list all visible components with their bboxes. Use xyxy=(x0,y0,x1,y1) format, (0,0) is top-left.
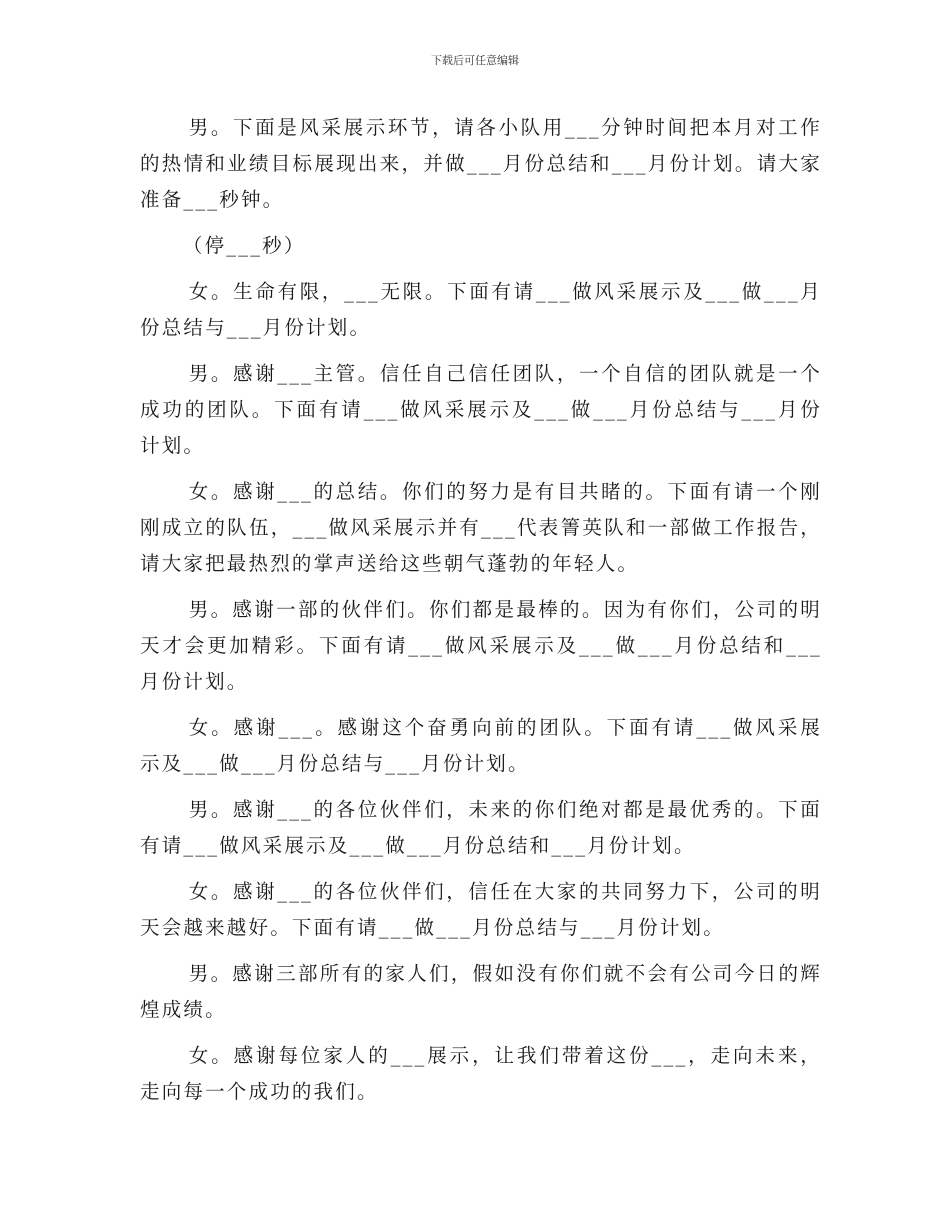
paragraph-7: 女。感谢___。感谢这个奋勇向前的团队。下面有请___做风采展示及___做___月份总结与___月份计划。 xyxy=(140,716,822,775)
paragraph-3: 女。生命有限，___无限。下面有请___做风采展示及___做___月份总结与___月份计划。 xyxy=(140,280,822,339)
paragraph-4: 男。感谢___主管。信任自己信任团队，一个自信的团队就是一个成功的团队。下面有请___做风采展示及___做___月份总结与___月份计划。 xyxy=(140,362,822,457)
paragraph-10: 男。感谢三部所有的家人们，假如没有你们就不会有公司今日的辉煌成绩。 xyxy=(140,962,822,1021)
page-header-note: 下载后可任意编辑 xyxy=(431,54,519,67)
document-body xyxy=(140,110,822,1120)
paragraph-9: 女。感谢___的各位伙伴们，信任在大家的共同努力下，公司的明天会越来越好。下面有请___做___月份总结与___月份计划。 xyxy=(140,880,822,939)
paragraph-pause: （停___秒） xyxy=(182,234,306,257)
paragraph-11: 女。感谢每位家人的___展示，让我们带着这份___，走向未来，走向每一个成功的我们。 xyxy=(140,1044,822,1103)
paragraph-1: 男。下面是风采展示环节，请各小队用___分钟时间把本月对工作的热情和业绩目标展现出来，并做___月份总结和___月份计划。请大家准备___秒钟。 xyxy=(140,116,822,211)
paragraph-6: 男。感谢一部的伙伴们。你们都是最棒的。因为有你们，公司的明天才会更加精彩。下面有请___做风采展示及___做___月份总结和___月份计划。 xyxy=(140,598,822,693)
paragraph-8: 男。感谢___的各位伙伴们，未来的你们绝对都是最优秀的。下面有请___做风采展示及___做___月份总结和___月份计划。 xyxy=(140,798,822,857)
paragraph-5: 女。感谢___的总结。你们的努力是有目共睹的。下面有请一个刚刚成立的队伍，___做风采展示并有___代表箐英队和一部做工作报告，请大家把最热烈的掌声送给这些朝气蓬勃的年轻人。 xyxy=(140,480,822,575)
